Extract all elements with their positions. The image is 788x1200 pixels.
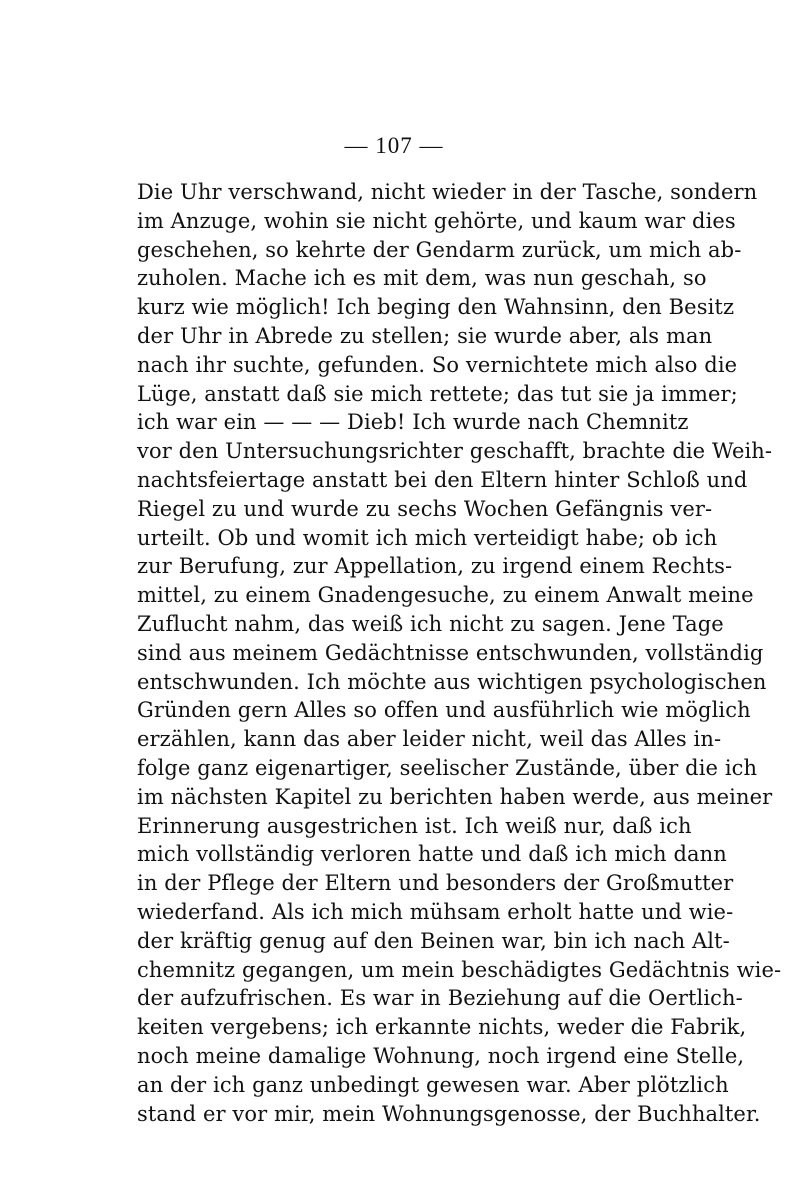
text-line: Riegel zu und wurde zu sechs Wochen Gefängnis ver- [137,496,713,521]
text-line: ich war ein — — — Dieb! Ich wurde nach Chemnitz [137,410,689,435]
text-line: chemnitz gegangen, um mein beschädigtes Gedächtnis wie- [137,957,782,982]
text-line: im nächsten Kapitel zu berichten haben werde, aus meiner [137,784,773,809]
text-line: mich vollständig verloren hatte und daß ich mich dann [137,842,727,867]
text-line: der Uhr in Abrede zu stellen; sie wurde aber, als man [137,323,713,348]
body-text [137,178,782,1126]
text-line: im Anzuge, wohin sie nicht gehörte, und kaum war dies [137,208,736,233]
text-line: der kräftig genug auf den Beinen war, bin ich nach Alt- [137,928,730,953]
page-number: — 107 — [344,133,444,158]
text-line: zuholen. Mache ich es mit dem, was nun geschah, so [137,266,707,291]
text-line: sind aus meinem Gedächtnisse entschwunden, vollständig [137,640,764,665]
text-line: stand er vor mir, mein Wohnungsgenosse, der Buchhalter. [137,1101,761,1126]
text-line: vor den Untersuchungsrichter geschafft, brachte die Weih- [137,439,773,464]
text-line: Gründen gern Alles so offen und ausführlich wie möglich [137,698,751,723]
text-line: in der Pflege der Eltern und besonders der Großmutter [137,871,734,896]
text-line: Die Uhr verschwand, nicht wieder in der Tasche, sondern [137,180,758,204]
text-line: folge ganz eigenartiger, seelischer Zustände, über die ich [137,755,758,780]
text-line: Zuflucht nahm, das weiß ich nicht zu sagen. Jene Tage [137,611,724,636]
text-line: zur Berufung, zur Appellation, zu irgend einem Rechts- [137,554,733,579]
text-line: Lüge, anstatt daß sie mich rettete; das tut sie ja immer; [137,381,738,406]
text-line: nach ihr suchte, gefunden. So vernichtete mich also die [137,352,738,377]
text-line: noch meine damalige Wohnung, noch irgend eine Stelle, [137,1043,745,1068]
text-line: mittel, zu einem Gnadengesuche, zu einem Anwalt meine [137,583,754,608]
text-line: keiten vergebens; ich erkannte nichts, weder die Fabrik, [137,1015,747,1040]
text-line: nachtsfeiertage anstatt bei den Eltern hinter Schloß und [137,467,748,492]
text-line: kurz wie möglich! Ich beging den Wahnsinn, den Besitz [137,295,735,320]
text-line: urteilt. Ob und womit ich mich verteidigt habe; ob ich [137,525,718,550]
text-line: Erinnerung ausgestrichen ist. Ich weiß nur, daß ich [137,813,692,838]
text-line: der aufzufrischen. Es war in Beziehung auf die Oertlich- [137,986,743,1011]
text-line: erzählen, kann das aber leider nicht, weil das Alles in- [137,727,722,752]
text-line: geschehen, so kehrte der Gendarm zurück, um mich ab- [137,237,742,262]
text-line: an der ich ganz unbedingt gewesen war. Aber plötzlich [137,1072,729,1097]
text-line: wiederfand. Als ich mich mühsam erholt hatte und wie- [137,899,734,924]
text-line: entschwunden. Ich möchte aus wichtigen psychologischen [137,669,767,694]
